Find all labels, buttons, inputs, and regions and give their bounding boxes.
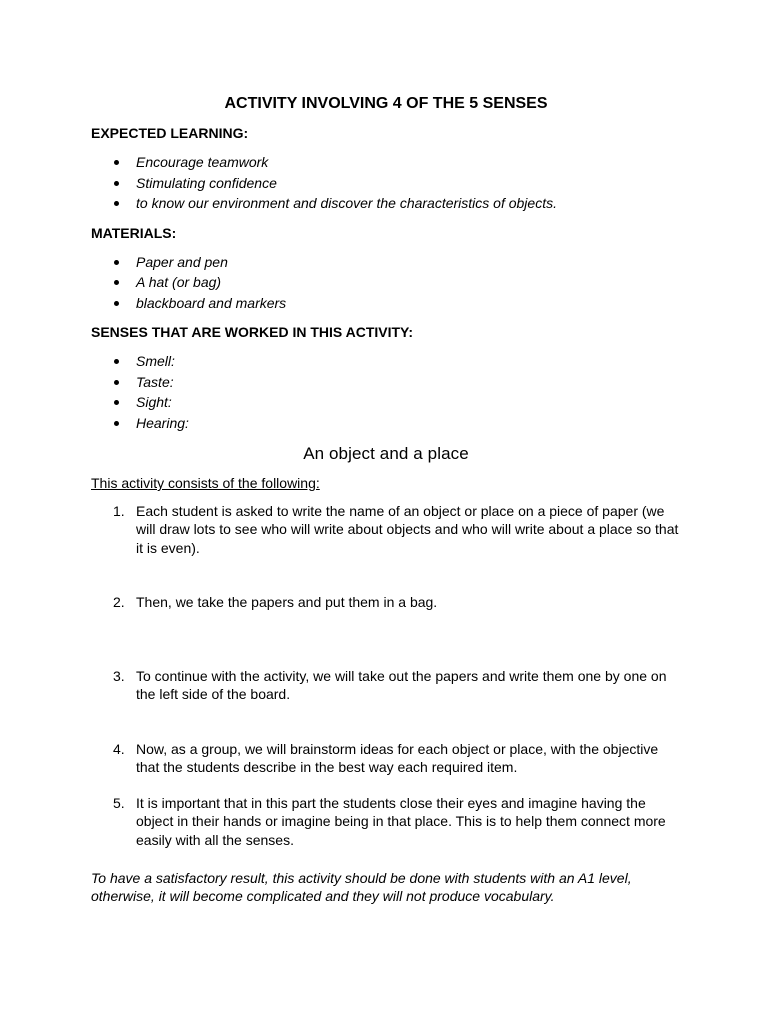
bullet-icon [114,201,119,206]
bullet-icon [114,181,119,186]
list-item: A hat (or bag) [91,272,681,293]
step-number: 5. [113,794,125,811]
activity-subtitle: An object and a place [303,444,469,463]
step-number: 1. [113,502,125,519]
materials-heading: MATERIALS: [91,224,177,241]
list-item: Taste: [91,372,681,393]
step-text: Now, as a group, we will brainstorm ideas for each object or place, with the objective that the students describe in the best way each required item. [136,740,659,775]
bullet-icon [114,160,119,165]
bullet-icon [114,301,119,306]
step-number: 2. [113,594,125,610]
list-item: Smell: [91,351,681,372]
list-item: Stimulating confidence [91,173,681,194]
list-item: to know our environment and discover the characteristics of objects. [91,193,681,214]
list-item: Encourage teamwork [91,152,681,173]
list-item: Hearing: [91,413,681,434]
document-title: ACTIVITY INVOLVING 4 OF THE 5 SENSES [224,95,548,112]
step-text: Each student is asked to write the name of an object or place on a piece of paper (we will draw lots to see who will write about objects and who will write about a place so that it is even). [136,502,679,556]
bullet-icon [114,421,119,426]
step-item [91,593,681,612]
list-item: Paper and pen [91,252,681,273]
bullet-icon [114,280,119,285]
bullet-icon [114,380,119,385]
document-body [91,94,681,905]
closing-note: To have a satisfactory result, this activity should be done with students with an A1 level, otherwise, it will become complicated and they will not produce vocabulary. [91,870,632,904]
senses-list [91,351,681,433]
step-text: To continue with the activity, we will take out the papers and write them one by one on the left side of the board. [136,667,667,702]
step-item [91,667,681,704]
list-item: blackboard and markers [91,293,681,314]
activity-steps-list [91,502,681,850]
step-text: It is important that in this part the students close their eyes and imagine having the object in their hands or imagine being in that place. This is to help them connect more easily with all the senses. [136,794,666,848]
list-item: Sight: [91,392,681,413]
activity-intro: This activity consists of the following: [91,475,320,491]
expected-learning-heading: EXPECTED LEARNING: [91,125,249,141]
step-number: 4. [113,740,125,757]
step-item [91,794,681,850]
bullet-icon [114,359,119,364]
materials-list [91,252,681,314]
bullet-icon [114,400,119,405]
senses-heading: SENSES THAT ARE WORKED IN THIS ACTIVITY: [91,324,414,340]
bullet-icon [114,260,119,265]
step-item [91,740,681,777]
step-text: Then, we take the papers and put them in a bag. [136,594,438,610]
expected-learning-list [91,152,681,214]
step-number: 3. [113,667,125,684]
step-item [91,502,681,558]
